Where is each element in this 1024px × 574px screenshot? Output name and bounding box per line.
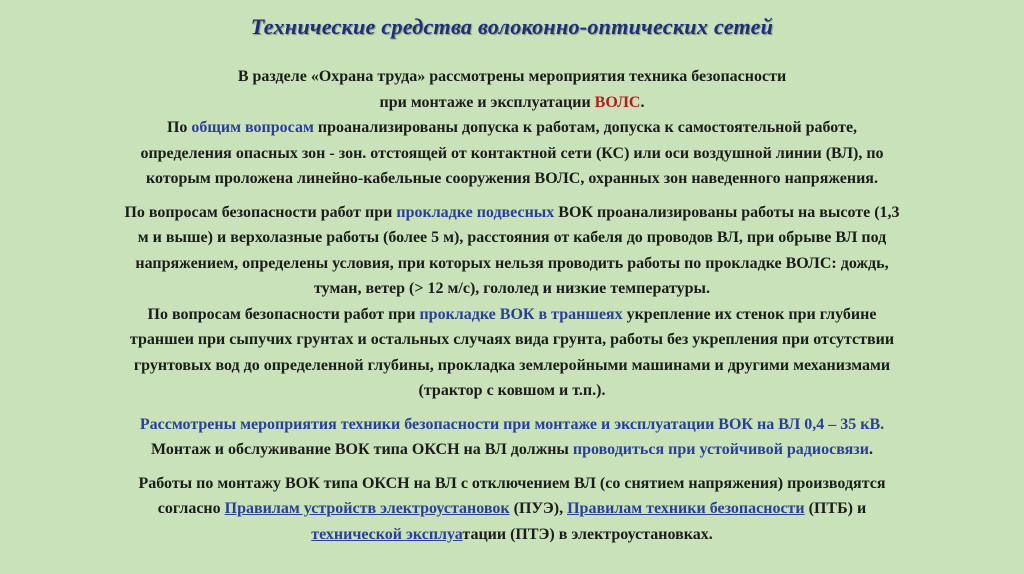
slide-title: Технические средства волоконно-оптических сетей: [250, 14, 774, 39]
link-ptb[interactable]: Правилам техники безопасности: [567, 500, 805, 517]
text-line: определения опасных зон - зон. отстоящей от контактной сети (КС) или оси воздушной линии (ВЛ), по: [140, 144, 884, 162]
text-line: грунтовых вод до определенной глубины, прокладка землеройными машинами и другими механизмами: [133, 356, 891, 374]
text-line: Рассмотрены мероприятия техники безопасности при монтаже и эксплуатации ВОК на ВЛ 0,4 – 35 кВ.: [139, 415, 885, 433]
link-pue[interactable]: Правилам устройств электроустановок: [224, 500, 510, 517]
paragraph-labor-safety: [30, 64, 994, 192]
text-line: напряжением, определены условия, при которых нельзя проводить работы по прокладке ВОЛС: дождь,: [135, 254, 889, 272]
slide-body: [30, 64, 994, 547]
text-line: туман, ветер (> 12 м/с), гололед и низкие температуры.: [314, 280, 710, 297]
highlight-text: проводиться при устойчивой радиосвязи: [572, 441, 869, 458]
text-line: Работы по монтажу ВОК типа ОКСН на ВЛ с отключением ВЛ (со снятием напряжения) производятся: [138, 474, 886, 492]
text-line: (трактор с ковшом и т.п.).: [418, 382, 606, 399]
highlight-text: прокладке ВОК в траншеях: [419, 305, 623, 323]
text-line: согласно Правилам устройств электроустановок (ПУЭ), Правилам техники безопасности (ПТБ) и: [157, 500, 867, 517]
text-line: Монтаж и обслуживание ВОК типа ОКСН на ВЛ должны проводиться при устойчивой радиосвязи.: [151, 441, 873, 458]
highlight-text: общим вопросам: [191, 119, 314, 136]
highlight-text: ВОЛС: [594, 93, 641, 111]
link-pte[interactable]: технической эксплуа: [311, 525, 463, 543]
text-line: По вопросам безопасности работ при прокладке ВОК в траншеях укрепление их стенок при глубине: [147, 305, 877, 323]
highlight-text: прокладке подвесных: [396, 203, 555, 221]
text-line: м и выше) и верхолазные работы (более 5 м), расстояния от кабеля до проводов ВЛ, при обрыве ВЛ под: [137, 229, 887, 246]
paragraph-regulations: [30, 471, 994, 548]
text-line: траншеи при сыпучих грунтах и остальных случаях вида грунта, работы без укрепления при отсутствии: [129, 331, 895, 348]
text-line: при монтаже и эксплуатации ВОЛС.: [379, 93, 645, 111]
paragraph-cable-laying: [30, 200, 994, 404]
paragraph-overhead-lines: [30, 412, 994, 463]
text-line: В разделе «Охрана труда» рассмотрены мероприятия техника безопасности: [237, 68, 787, 85]
text-line: По вопросам безопасности работ при прокладке подвесных ВОК проанализированы работы на высоте (1,3: [124, 203, 900, 221]
text-line: По общим вопросам проанализированы допуска к работам, допуска к самостоятельной работе,: [166, 119, 858, 136]
text-line: которым проложена линейно-кабельные сооружения ВОЛС, охранных зон наведенного напряжения.: [146, 170, 878, 187]
text-line: технической эксплуатации (ПТЭ) в электроустановках.: [311, 525, 713, 543]
